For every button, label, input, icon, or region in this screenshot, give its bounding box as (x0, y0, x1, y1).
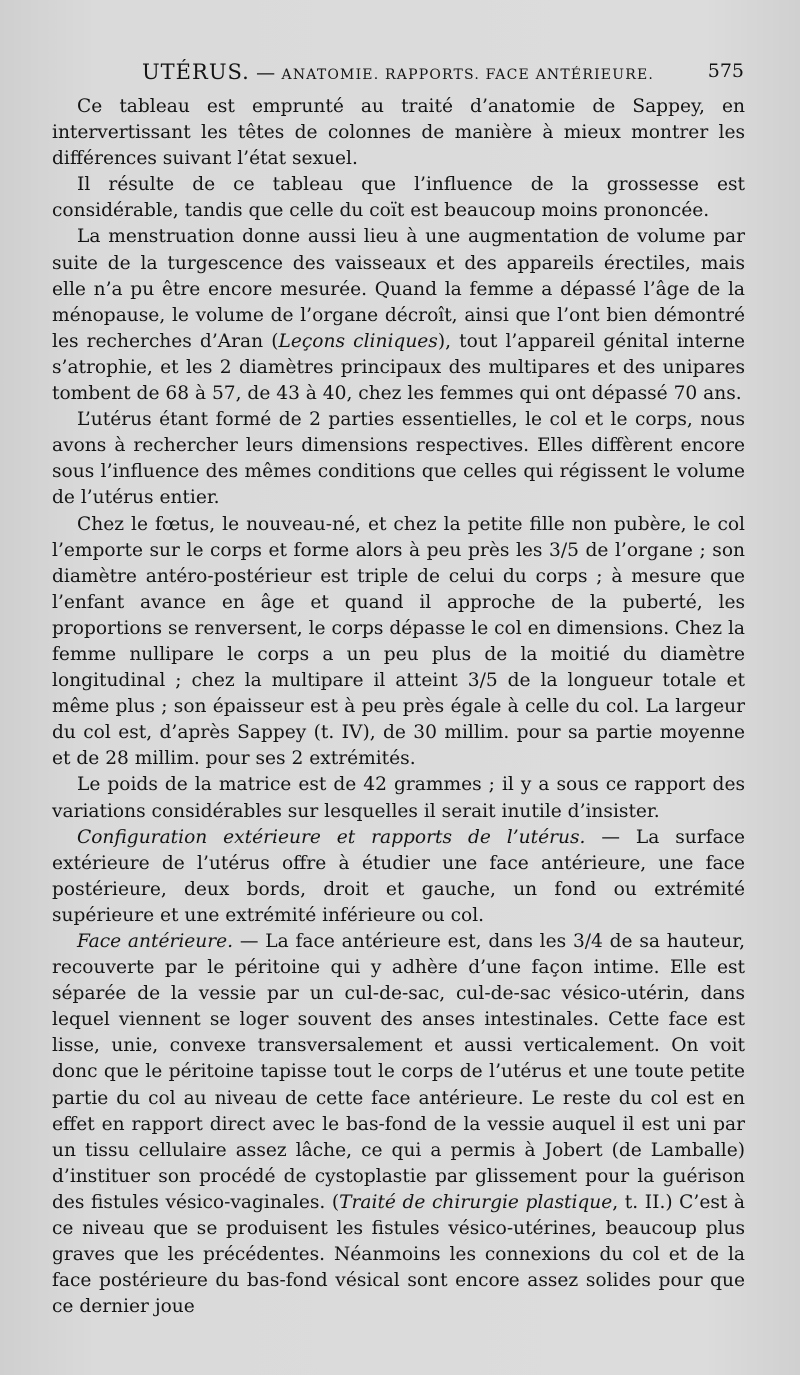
running-title-subtitle: ANATOMIE. RAPPORTS. FACE ANTÉRIEURE. (281, 67, 655, 83)
paragraph (52, 172, 745, 224)
paragraph (52, 772, 745, 824)
italic-text: Face antérieure. (77, 931, 234, 952)
paragraph (52, 407, 745, 511)
italic-text: Configuration extérieure et rapports de l’utérus. (77, 826, 586, 848)
paragraph-text: , t. II.) C’est à ce niveau que se produisent les fistules vésico-utérines, beaucoup plus graves que les précédentes. Néanmoins les connexions du col et de la face postérieure du bas-fond vésical sont encore assez solides pour que ce dernier joue (52, 1191, 746, 1318)
paragraph (52, 224, 745, 407)
page-number: 575 (707, 60, 744, 82)
paragraph-text: — La surface extérieure de l’utérus offre à étudier une face antérieure, une face postérieure, deux bords, droit et gauche, un fond ou extrémité supérieure et une extrémité inférieure ou col. (52, 826, 745, 926)
running-title (52, 60, 744, 84)
paragraph-text: ), tout l’appareil génital interne s’atrophie, et les 2 diamètres principaux des multipares et des unipares tombent de 68 à 57, de 43 à 40, chez les femmes qui ont dépassé 70 ans. (52, 330, 745, 405)
paragraph-text: L’utérus étant formé de 2 parties essentielles, le col et le corps, nous avons à rechercher leurs dimensions respectives. Elles diffèrent encore sous l’influence des mêmes conditions que celles qui régissent le volume de l’utérus entier. (52, 409, 745, 509)
body-text (52, 94, 745, 1320)
paragraph-text: Le poids de la matrice est de 42 grammes ; il y a sous ce rapport des variations considérables sur lesquelles il serait inutile d’insister. (52, 774, 745, 822)
italic-text: Traité de chirurgie plastique (339, 1191, 613, 1213)
paragraph-text: — La face antérieure est, dans les 3/4 de sa hauteur, recouverte par le péritoine qui y adhère d’une façon intime. Elle est séparée de la vessie par un cul-de-sac, cul-de-sac vésico-utérin, dans lequel viennent se loger souvent des anses intestinales. Cette face est lisse, unie, convexe transversalement et aussi verticalement. On voit donc que le péritoine tapisse tout le corps de l’utérus et une toute petite partie du col au niveau de cette face antérieure. Le reste du col est en effet en rapport direct avec le bas-fond de la vessie auquel il est uni par un tissu cellulaire assez lâche, ce qui a permis à Jobert (de Lamballe) d’instituer son procédé de cystoplastie par glissement pour la guérison des fistules vésico-vaginales. ( (52, 931, 745, 1213)
paragraph-text: Il résulte de ce tableau que l’influence de la grossesse est considérable, tandis que celle du coït est beaucoup moins prononcée. (52, 174, 745, 222)
running-title-main: UTÉRUS. (141, 60, 250, 84)
paragraph (52, 929, 745, 1320)
running-head (52, 58, 744, 88)
paragraph-text: La menstruation donne aussi lieu à une augmentation de volume par suite de la turgescence des vaisseaux et des appareils érectiles, mais elle n’a pu être encore mesurée. Quand la femme a dépassé l’âge de la ménopause, le volume de l’organe décroît, ainsi que l’ont bien démontré les recherches d’Aran ( (52, 226, 745, 352)
running-title-dash: — (249, 62, 282, 84)
paragraph (52, 825, 745, 929)
paragraph-text: Chez le fœtus, le nouveau-né, et chez la petite fille non pubère, le col l’emporte sur le corps et forme alors à peu près les 3/5 de l’organe ; son diamètre antéro-postérieur est triple de celui du corps ; à mesure que l’enfant avance en âge et quand il approche de la puberté, les proportions se renversent, le corps dépasse le col en dimensions. Chez la femme nullipare le corps a un peu plus de la moitié du diamètre longitudinal ; chez la multipare il atteint 3/5 de la longueur totale et même plus ; son épaisseur est à peu près égale à celle du col. La largeur du col est, d’après Sappey (t. IV), de 30 millim. pour sa partie moyenne et de 28 millim. pour ses 2 extrémités. (52, 513, 745, 770)
paragraph-text: Ce tableau est emprunté au traité d’anatomie de Sappey, en intervertissant les têtes de colonnes de manière à mieux montrer les différences suivant l’état sexuel. (52, 96, 745, 170)
paragraph (52, 94, 745, 172)
italic-text: Leçons cliniques (278, 330, 438, 352)
paragraph (52, 512, 745, 773)
